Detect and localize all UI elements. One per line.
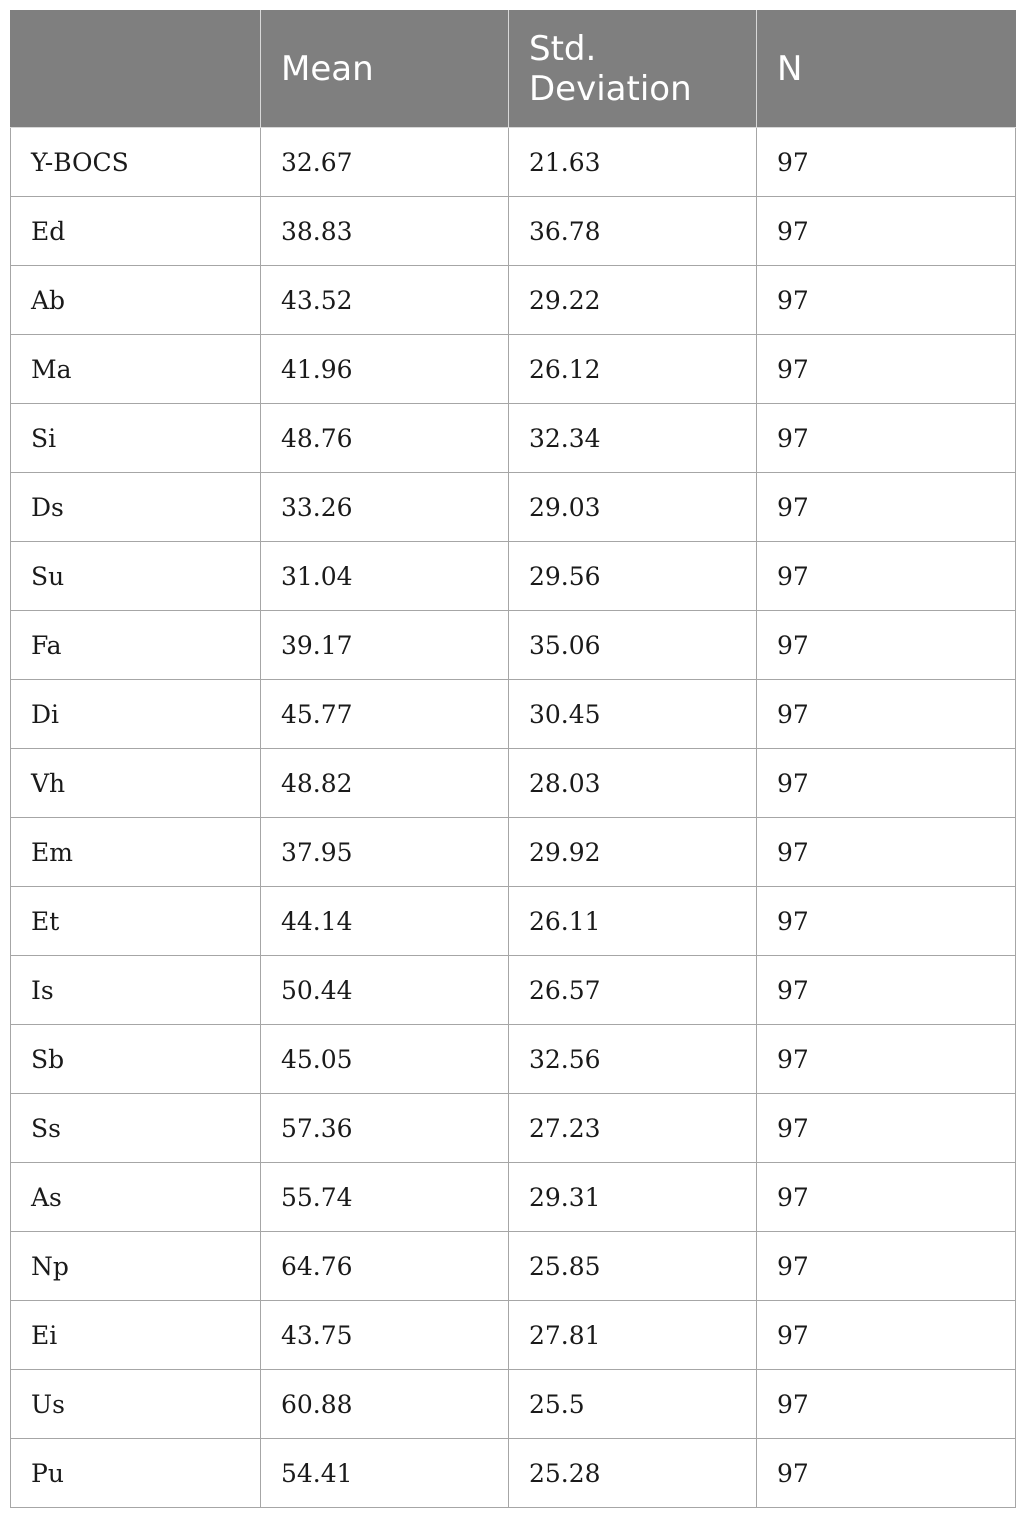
row-label-cell: Si [11, 404, 261, 473]
row-label-cell: Ab [11, 266, 261, 335]
n-cell: 97 [757, 404, 1016, 473]
table-row [11, 1370, 1016, 1439]
mean-cell: 41.96 [261, 335, 509, 404]
table-body [11, 128, 1016, 1508]
header-label-column [11, 11, 261, 128]
table-row [11, 542, 1016, 611]
table-row [11, 680, 1016, 749]
mean-cell: 64.76 [261, 1232, 509, 1301]
mean-cell: 43.75 [261, 1301, 509, 1370]
n-cell: 97 [757, 266, 1016, 335]
table-row [11, 1025, 1016, 1094]
row-label-cell: Fa [11, 611, 261, 680]
std-deviation-cell: 25.28 [509, 1439, 757, 1508]
n-cell: 97 [757, 335, 1016, 404]
std-deviation-cell: 29.56 [509, 542, 757, 611]
mean-cell: 39.17 [261, 611, 509, 680]
row-label-cell: Y-BOCS [11, 128, 261, 197]
mean-cell: 48.76 [261, 404, 509, 473]
mean-cell: 48.82 [261, 749, 509, 818]
n-cell: 97 [757, 680, 1016, 749]
row-label-cell: Ei [11, 1301, 261, 1370]
row-label-cell: As [11, 1163, 261, 1232]
table-row [11, 128, 1016, 197]
table-row [11, 818, 1016, 887]
table-header [11, 11, 1016, 128]
n-cell: 97 [757, 1094, 1016, 1163]
n-cell: 97 [757, 128, 1016, 197]
n-cell: 97 [757, 197, 1016, 266]
row-label-cell: Np [11, 1232, 261, 1301]
table-row [11, 1439, 1016, 1508]
mean-cell: 57.36 [261, 1094, 509, 1163]
n-cell: 97 [757, 1232, 1016, 1301]
std-deviation-cell: 25.5 [509, 1370, 757, 1439]
std-deviation-cell: 32.34 [509, 404, 757, 473]
row-label-cell: Sb [11, 1025, 261, 1094]
std-deviation-cell: 26.12 [509, 335, 757, 404]
table-row [11, 404, 1016, 473]
statistics-table-container [10, 10, 1016, 1508]
std-deviation-cell: 21.63 [509, 128, 757, 197]
n-cell: 97 [757, 887, 1016, 956]
std-deviation-cell: 36.78 [509, 197, 757, 266]
header-n: N [757, 11, 1016, 128]
mean-cell: 55.74 [261, 1163, 509, 1232]
n-cell: 97 [757, 749, 1016, 818]
std-deviation-cell: 27.23 [509, 1094, 757, 1163]
std-deviation-cell: 30.45 [509, 680, 757, 749]
mean-cell: 60.88 [261, 1370, 509, 1439]
mean-cell: 31.04 [261, 542, 509, 611]
row-label-cell: Us [11, 1370, 261, 1439]
table-row [11, 1094, 1016, 1163]
mean-cell: 37.95 [261, 818, 509, 887]
n-cell: 97 [757, 1301, 1016, 1370]
row-label-cell: Di [11, 680, 261, 749]
mean-cell: 32.67 [261, 128, 509, 197]
row-label-cell: Pu [11, 1439, 261, 1508]
mean-cell: 50.44 [261, 956, 509, 1025]
std-deviation-cell: 26.11 [509, 887, 757, 956]
table-row [11, 956, 1016, 1025]
n-cell: 97 [757, 818, 1016, 887]
mean-cell: 44.14 [261, 887, 509, 956]
row-label-cell: Em [11, 818, 261, 887]
mean-cell: 54.41 [261, 1439, 509, 1508]
mean-cell: 45.05 [261, 1025, 509, 1094]
std-deviation-cell: 29.31 [509, 1163, 757, 1232]
mean-cell: 38.83 [261, 197, 509, 266]
std-deviation-cell: 29.92 [509, 818, 757, 887]
n-cell: 97 [757, 956, 1016, 1025]
row-label-cell: Su [11, 542, 261, 611]
std-deviation-cell: 25.85 [509, 1232, 757, 1301]
mean-cell: 43.52 [261, 266, 509, 335]
n-cell: 97 [757, 542, 1016, 611]
table-row [11, 266, 1016, 335]
n-cell: 97 [757, 1163, 1016, 1232]
table-row [11, 887, 1016, 956]
header-row [11, 11, 1016, 128]
n-cell: 97 [757, 473, 1016, 542]
table-row [11, 335, 1016, 404]
std-deviation-cell: 26.57 [509, 956, 757, 1025]
row-label-cell: Et [11, 887, 261, 956]
row-label-cell: Ma [11, 335, 261, 404]
table-row [11, 1232, 1016, 1301]
n-cell: 97 [757, 1370, 1016, 1439]
header-mean: Mean [261, 11, 509, 128]
std-deviation-cell: 32.56 [509, 1025, 757, 1094]
row-label-cell: Ss [11, 1094, 261, 1163]
std-deviation-cell: 29.22 [509, 266, 757, 335]
table-row [11, 473, 1016, 542]
std-deviation-cell: 29.03 [509, 473, 757, 542]
std-deviation-cell: 35.06 [509, 611, 757, 680]
std-deviation-cell: 27.81 [509, 1301, 757, 1370]
table-row [11, 197, 1016, 266]
row-label-cell: Is [11, 956, 261, 1025]
statistics-table [10, 10, 1016, 1508]
mean-cell: 45.77 [261, 680, 509, 749]
header-std-deviation: Std. Deviation [509, 11, 757, 128]
row-label-cell: Ed [11, 197, 261, 266]
std-deviation-cell: 28.03 [509, 749, 757, 818]
table-row [11, 1163, 1016, 1232]
n-cell: 97 [757, 611, 1016, 680]
table-row [11, 611, 1016, 680]
mean-cell: 33.26 [261, 473, 509, 542]
table-row [11, 749, 1016, 818]
n-cell: 97 [757, 1439, 1016, 1508]
row-label-cell: Ds [11, 473, 261, 542]
row-label-cell: Vh [11, 749, 261, 818]
table-row [11, 1301, 1016, 1370]
n-cell: 97 [757, 1025, 1016, 1094]
